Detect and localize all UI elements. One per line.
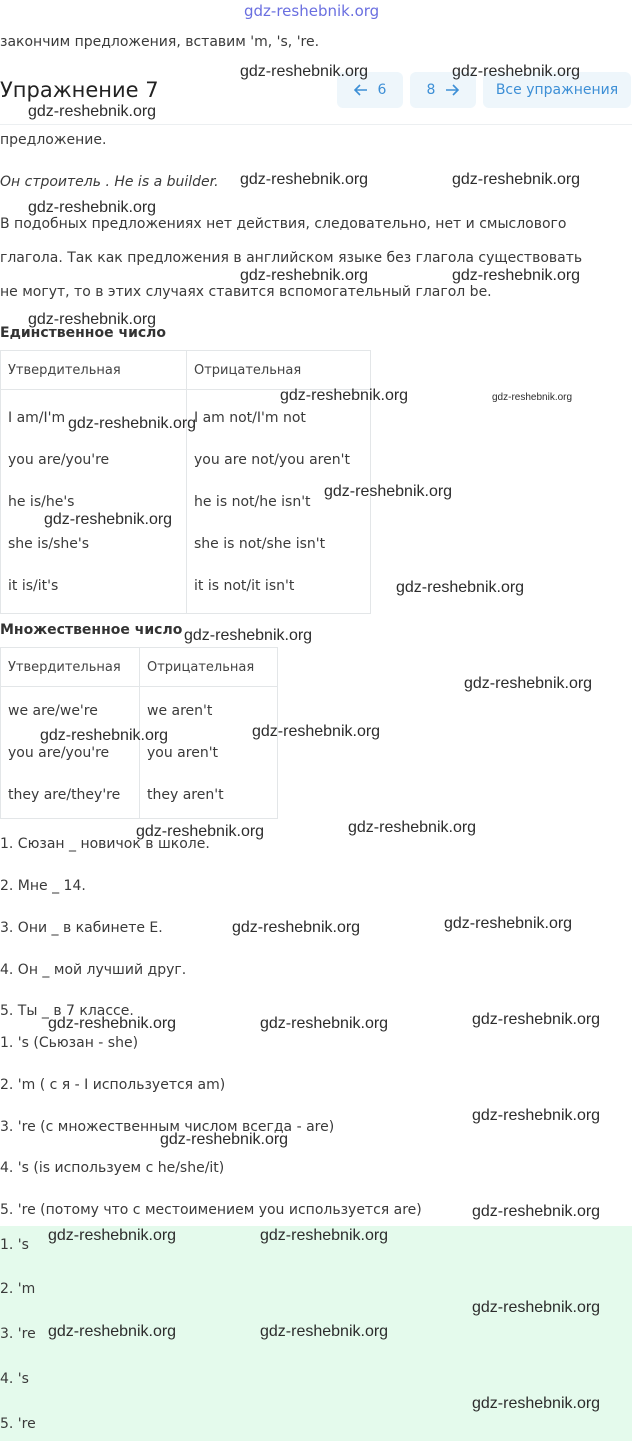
theory-paragraph: не могут, то в этих случаях ставится вспомогательный глагол be. xyxy=(0,284,492,300)
task-item: 2. Мне _ 14. xyxy=(0,878,86,894)
next-exercise-label: 8 xyxy=(426,82,436,98)
table-cell: we aren't xyxy=(147,702,213,719)
table-cell: she is/she's xyxy=(8,535,90,552)
column-header: Утвердительная xyxy=(1,648,140,687)
prev-exercise-label: 6 xyxy=(377,82,387,98)
answer-item: 4. 's xyxy=(0,1371,29,1387)
explanation-item: 2. 'm ( с я - I используется am) xyxy=(0,1077,226,1093)
watermark: gdz-reshebnik.org xyxy=(48,1323,177,1340)
watermark: gdz-reshebnik.org xyxy=(160,1131,289,1148)
singular-heading: Единственное число xyxy=(0,325,167,341)
theory-text: предложение. xyxy=(0,132,107,148)
watermark: gdz-reshebnik.org xyxy=(452,171,581,188)
watermark: gdz-reshebnik.org xyxy=(68,415,197,432)
all-exercises-button[interactable]: Все упражнения xyxy=(483,72,631,108)
table-cell: he is/he's xyxy=(8,493,75,510)
watermark: gdz-reshebnik.org xyxy=(472,1011,601,1028)
table-cell: we are/we're xyxy=(8,702,98,719)
example-sentence: Он строитель . He is a builder. xyxy=(0,174,219,190)
watermark: gdz-reshebnik.org xyxy=(240,267,369,284)
watermark: gdz-reshebnik.org xyxy=(48,1227,177,1244)
arrow-left-icon xyxy=(354,84,368,96)
watermark: gdz-reshebnik.org xyxy=(396,579,525,596)
watermark: gdz-reshebnik.org xyxy=(260,1015,389,1032)
table-cell: you aren't xyxy=(147,744,219,761)
watermark: gdz-reshebnik.org xyxy=(260,1227,389,1244)
watermark: gdz-reshebnik.org xyxy=(136,823,265,840)
watermark: gdz-reshebnik.org xyxy=(452,63,581,80)
watermark: gdz-reshebnik.org xyxy=(240,63,369,80)
watermark: gdz-reshebnik.org xyxy=(324,483,453,500)
exercise-title: Упражнение 7 xyxy=(0,78,159,102)
column-header: Утвердительная xyxy=(1,351,187,390)
watermark: gdz-reshebnik.org xyxy=(48,1015,177,1032)
site-logo[interactable]: gdz-reshebnik.org xyxy=(244,2,380,20)
table-cell: he is not/he isn't xyxy=(194,493,311,510)
explanation-item: 3. 're (с множественным числом всегда - are) xyxy=(0,1119,335,1135)
watermark: gdz-reshebnik.org xyxy=(28,311,157,328)
intro-line: закончим предложения, вставим 'm, 's, 're. xyxy=(0,34,320,50)
task-item: 5. Ты _ в 7 классе. xyxy=(0,1003,134,1019)
answer-item: 1. 's xyxy=(0,1237,29,1253)
watermark: gdz-reshebnik.org xyxy=(252,723,381,740)
watermark: gdz-reshebnik.org xyxy=(260,1323,389,1340)
watermark: gdz-reshebnik.org xyxy=(44,511,173,528)
column-header: Отрицательная xyxy=(140,648,278,687)
watermark: gdz-reshebnik.org xyxy=(452,267,581,284)
table-cell: it is not/it isn't xyxy=(194,577,295,594)
watermark: gdz-reshebnik.org xyxy=(40,727,169,744)
watermark: gdz-reshebnik.org xyxy=(28,199,157,216)
answer-item: 3. 're xyxy=(0,1326,36,1342)
answer-item: 5. 're xyxy=(0,1416,36,1432)
watermark: gdz-reshebnik.org xyxy=(184,627,313,644)
watermark: gdz-reshebnik.org xyxy=(492,392,573,403)
table-cell: I am/I'm xyxy=(8,409,66,426)
watermark: gdz-reshebnik.org xyxy=(464,675,593,692)
explanation-item: 1. 's (Сьюзан - she) xyxy=(0,1035,139,1051)
arrow-right-icon xyxy=(445,84,459,96)
task-item: 4. Он _ мой лучший друг. xyxy=(0,962,187,978)
watermark: gdz-reshebnik.org xyxy=(348,819,477,836)
watermark: gdz-reshebnik.org xyxy=(232,919,361,936)
table-cell: they aren't xyxy=(147,786,224,803)
task-item: 1. Сюзан _ новичок в школе. xyxy=(0,836,210,852)
explanation-item: 4. 's (is используем с he/she/it) xyxy=(0,1160,225,1176)
explanation-item: 5. 're (потому что с местоимением you используется are) xyxy=(0,1202,422,1218)
table-cell: it is/it's xyxy=(8,577,59,594)
column-header: Отрицательная xyxy=(187,351,371,390)
watermark: gdz-reshebnik.org xyxy=(472,1107,601,1124)
table-cell: she is not/she isn't xyxy=(194,535,326,552)
table-cell: you are/you're xyxy=(8,744,110,761)
watermark: gdz-reshebnik.org xyxy=(28,103,157,120)
task-item: 3. Они _ в кабинете E. xyxy=(0,920,163,936)
watermark: gdz-reshebnik.org xyxy=(280,387,409,404)
plural-heading: Множественное число xyxy=(0,622,183,638)
watermark: gdz-reshebnik.org xyxy=(472,1203,601,1220)
watermark: gdz-reshebnik.org xyxy=(472,1299,601,1316)
theory-paragraph: глагола. Так как предложения в английском языке без глагола существовать xyxy=(0,250,583,266)
watermark: gdz-reshebnik.org xyxy=(472,1395,601,1412)
watermark: gdz-reshebnik.org xyxy=(240,171,369,188)
answer-item: 2. 'm xyxy=(0,1281,36,1297)
theory-paragraph: В подобных предложениях нет действия, следовательно, нет и смыслового xyxy=(0,216,567,232)
table-cell: they are/they're xyxy=(8,786,121,803)
watermark: gdz-reshebnik.org xyxy=(444,915,573,932)
divider xyxy=(0,124,632,125)
table-cell: I am not/I'm not xyxy=(194,409,306,426)
table-cell: you are/you're xyxy=(8,451,110,468)
table-cell: you are not/you aren't xyxy=(194,451,350,468)
